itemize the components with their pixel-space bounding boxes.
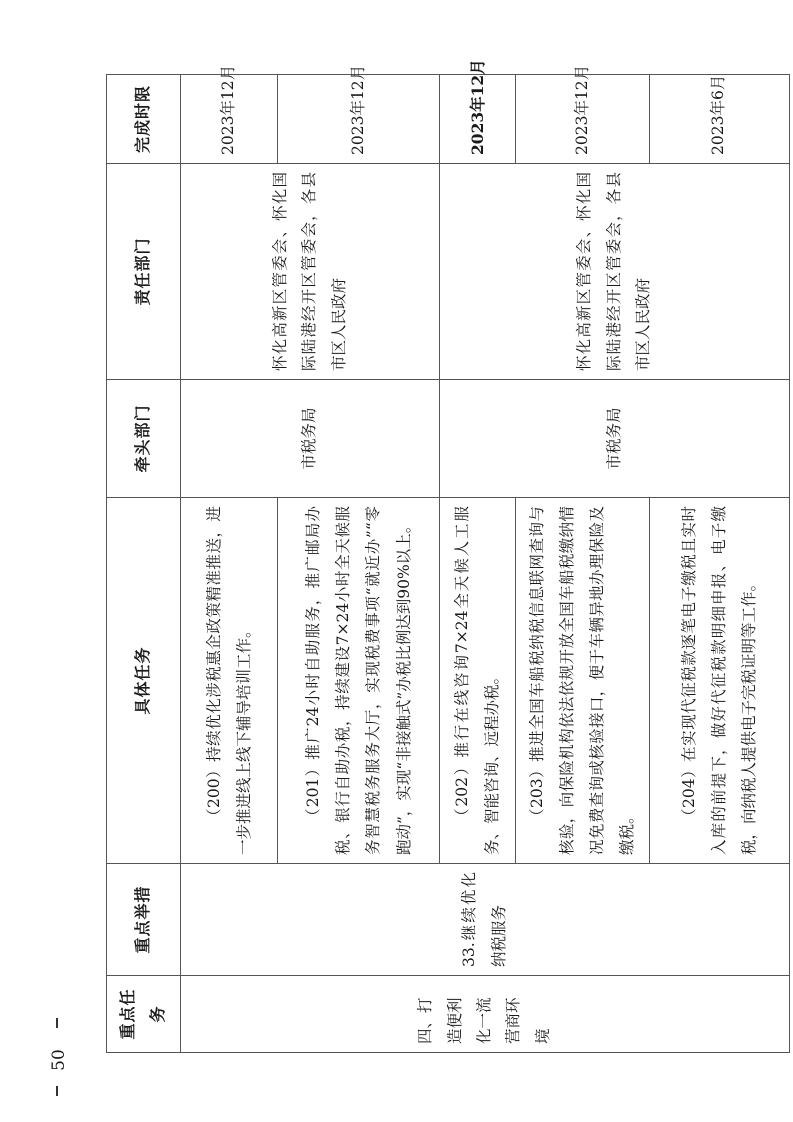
rotated-table-region	[106, 59, 759, 1053]
detail-cell: （201）推广24小时自助服务，推广邮局办税、银行自助办税，持续建设7×24小时全天候服务智慧税务服务大厅，实现税费事项“就近办”“零跑动”，实现“非接触式”办税比例达到90%以上。	[277, 498, 439, 864]
detail-cell: （204）在实现代征税款逐笔电子缴税且实时入库的前提下，做好代征税款明细申报、电子缴税，向纳税人提供电子完税证明等工作。	[649, 498, 789, 864]
page-number-text: 50	[49, 1049, 69, 1071]
header-lead: 牵头部门	[107, 380, 181, 498]
rotated-table	[106, 59, 759, 1053]
task-cell: 四、打造便利化一流营商环境	[180, 976, 789, 1053]
task-table	[106, 59, 790, 1053]
header-detail: 具体任务	[107, 498, 181, 864]
table-header-row	[107, 75, 181, 1053]
lead-cell: 市税务局	[180, 380, 439, 498]
page-number	[44, 1018, 74, 1098]
page-number-dash-top	[56, 1018, 58, 1028]
detail-cell: （202）推行在线咨询7×24全天候人工服务、智能咨询、远程办税。	[439, 498, 515, 864]
deadline-cell: 2023年12月	[180, 75, 277, 164]
deadline-cell: 2023年12月	[277, 75, 439, 164]
header-deadline: 完成时限	[107, 75, 181, 164]
deadline-cell: 2023年12月	[439, 75, 515, 164]
detail-cell: （203）推进全国车船税纳税信息联网查询与核验，向保险机构依法依规开放全国车船税缴纳情况免费查询或核验接口，便于车辆异地办理保险及缴税。	[515, 498, 649, 864]
responsible-cell: 怀化高新区管委会、怀化国际陆港经开区管委会，各县市区人民政府	[180, 164, 439, 380]
lead-cell: 市税务局	[439, 380, 789, 498]
header-measure: 重点举措	[107, 864, 181, 976]
header-responsible: 责任部门	[107, 164, 181, 380]
table-row	[180, 75, 277, 1053]
detail-cell: （200）持续优化涉税惠企政策精准推送，进一步推进线上线下辅导培训工作。	[180, 498, 277, 864]
responsible-cell: 怀化高新区管委会、怀化国际陆港经开区管委会，各县市区人民政府	[439, 164, 789, 380]
header-task: 重点任务	[107, 976, 181, 1053]
deadline-cell: 2023年12月	[515, 75, 649, 164]
deadline-cell: 2023年6月	[649, 75, 789, 164]
page-number-dash-bottom	[56, 1086, 58, 1096]
measure-cell: 33.继续优化纳税服务	[180, 864, 789, 976]
